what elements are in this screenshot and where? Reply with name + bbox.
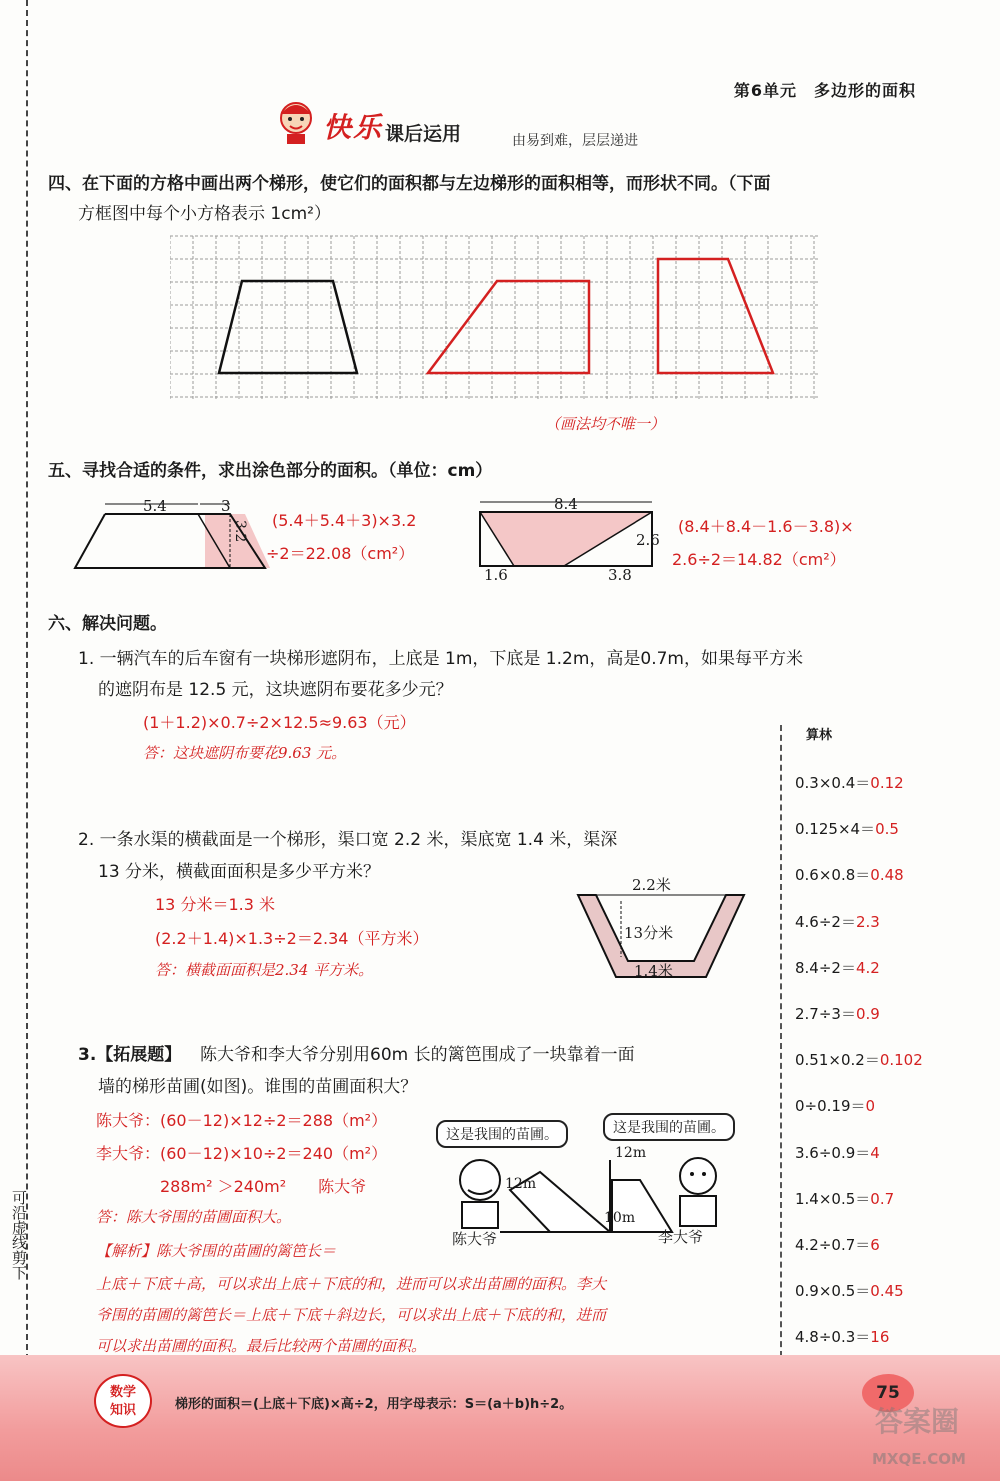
suanlin-question: 4.2÷0.7＝: [795, 1236, 871, 1254]
logo-sub-text: 课后运用: [385, 123, 462, 145]
p2-calc1: 13 分米＝1.3 米: [155, 895, 275, 914]
suanlin-title: 算林: [806, 728, 833, 743]
fig2-label-left: 1.6: [484, 566, 508, 584]
suanlin-answer: 2.3: [855, 912, 880, 931]
suanlin-row: [795, 957, 880, 978]
analysis-line2: 上底＋下底＋高，可以求出上底＋下底的和，进而可以求出苗圃的面积。李大: [96, 1275, 607, 1293]
p3-text-line2: 墙的梯形苗圃(如图)。谁围的苗圃面积大？: [98, 1077, 418, 1097]
badge-line2: 知识: [109, 1403, 136, 1418]
fig2-answer-line2: 2.6÷2＝14.82（cm²）: [672, 550, 846, 569]
footer-band: [0, 1355, 1000, 1481]
suanlin-question: 0.9×0.5＝: [795, 1282, 871, 1301]
q4-text-line1: 四、在下面的方格中画出两个梯形，使它们的面积都与左边梯形的面积相等，而形状不同。（下面: [48, 174, 771, 194]
suanlin-row: [795, 1326, 889, 1347]
suanlin-row: [795, 1234, 880, 1255]
p2-text-line1: 2. 一条水渠的横截面是一个梯形，渠口宽 2.2 米，渠底宽 1.4 米，渠深: [78, 830, 618, 850]
name-right: 李大爷: [658, 1228, 704, 1246]
canal-depth-label: 13分米: [624, 924, 674, 942]
suanlin-question: 0.51×0.2＝: [795, 1051, 880, 1070]
p1-calc: (1＋1.2)×0.7÷2×12.5≈9.63（元）: [143, 713, 416, 732]
answer-trapezoid-1: [428, 281, 589, 373]
suanlin-row: [795, 772, 904, 793]
bubble-left: 这是我围的苗圃。: [436, 1120, 568, 1148]
suanlin-question: 0÷0.19＝: [795, 1097, 866, 1116]
analysis-line4: 可以求出苗圃的面积。最后比较两个苗圃的面积。: [96, 1337, 427, 1355]
fig2-label-right: 3.8: [608, 566, 632, 584]
suanlin-question: 4.8÷0.3＝: [795, 1328, 871, 1347]
suanlin-question: 0.125×4＝: [795, 820, 876, 839]
math-knowledge-badge: [94, 1374, 152, 1428]
p3-answer: 答：陈大爷围的苗圃面积大。: [96, 1208, 292, 1226]
suanlin-row: [795, 1280, 904, 1301]
bubble-right: 这是我围的苗圃。: [603, 1113, 735, 1141]
p3-calc2: 李大爷：(60－12)×10÷2＝240（m²）: [96, 1144, 388, 1163]
suanlin-question: 0.3×0.4＝: [795, 774, 871, 792]
fig1-answer-line1: (5.4＋5.4＋3)×3.2: [272, 511, 417, 530]
p3-calc1: 陈大爷：(60－12)×12÷2＝288（m²）: [96, 1111, 388, 1130]
fig-left-slant-label: 12m: [505, 1176, 537, 1192]
fig-right-width-label: 10m: [604, 1210, 636, 1226]
suanlin-row: [795, 1003, 880, 1024]
fig1-answer-line2: ÷2＝22.08（cm²）: [266, 544, 415, 563]
suanlin-question: 1.4×0.5＝: [795, 1189, 871, 1208]
suanlin-answer: 0.102: [879, 1051, 923, 1070]
fig2-answer-line1: (8.4＋8.4－1.6－3.8)×: [678, 517, 854, 536]
analysis-line1: 【解析】陈大爷围的苗圃的篱笆长＝: [96, 1242, 337, 1260]
suanlin-answer: 0.5: [875, 820, 899, 839]
suanlin-row: [795, 911, 880, 932]
logo-tagline: 由易到难，层层递进: [512, 133, 638, 149]
fig2-label-height: 2.6: [636, 531, 660, 549]
suanlin-answer: 0.7: [870, 1189, 895, 1208]
suanlin-answer: 0: [865, 1097, 876, 1116]
p1-text-line1: 1. 一辆汽车的后车窗有一块梯形遮阴布，上底是 1m，下底是 1.2m，高是0.7m，如果每平方米: [78, 649, 803, 669]
fig1-label-height: 3.2: [232, 520, 248, 543]
kid-mascot-icon: [275, 100, 317, 146]
suanlin-answer: 0.45: [870, 1282, 904, 1301]
fig1-label-top: 5.4: [143, 497, 167, 515]
fig-right-height-label: 12m: [615, 1145, 647, 1161]
suanlin-row: [795, 1095, 875, 1116]
given-trapezoid: [219, 281, 357, 373]
suanlin-question: 3.6÷0.9＝: [795, 1143, 871, 1162]
page-number: 75: [862, 1374, 914, 1412]
p1-answer: 答：这块遮阴布要花9.63 元。: [143, 744, 347, 762]
q6-title: 六、解决问题。: [48, 614, 167, 634]
suanlin-question: 2.7÷3＝: [795, 1005, 856, 1023]
analysis-line3: 爷围的苗圃的篱笆长＝上底＋下底＋斜边长，可以求出上底＋下底的和，进而: [96, 1306, 607, 1324]
name-left: 陈大爷: [452, 1230, 498, 1248]
suanlin-question: 4.6÷2＝: [795, 912, 856, 931]
p3-tag: 3.【拓展题】: [78, 1045, 182, 1065]
q5-title: 五、寻找合适的条件，求出涂色部分的面积。（单位：cm）: [48, 461, 493, 481]
watermark-url: MXQE.COM: [872, 1450, 966, 1468]
answer-trapezoid-2: [658, 259, 773, 373]
suanlin-answer: 4.2: [855, 958, 880, 977]
p3-compare: 288m² ＞240m² 陈大爷: [160, 1177, 367, 1196]
suanlin-answer: 0.12: [870, 774, 904, 792]
q4-note: （画法均不唯一）: [545, 415, 666, 433]
suanlin-question: 0.6×0.8＝: [795, 866, 871, 885]
q4-grid-figure: [170, 232, 822, 404]
cut-dashed-line: [26, 0, 28, 1360]
suanlin-answer: 16: [870, 1328, 890, 1347]
suanlin-question: 8.4÷2＝: [795, 958, 856, 977]
p3-text-line1: 陈大爷和李大爷分别用60m 长的篱笆围成了一块靠着一面: [200, 1045, 635, 1065]
logo-main-text: 快乐: [323, 111, 384, 144]
cut-hint: 可沿虚线剪下: [10, 1190, 28, 1280]
area-formula: 梯形的面积＝(上底＋下底)×高÷2，用字母表示：S＝(a＋b)h÷2。: [175, 1397, 573, 1412]
canal-bottom-label: 1.4米: [634, 962, 673, 980]
fig2-label-top: 8.4: [554, 495, 578, 513]
badge-line1: 数学: [109, 1385, 136, 1400]
section-logo: [275, 100, 461, 146]
suanlin-answer: 0.9: [855, 1005, 880, 1023]
suanlin-row: [795, 818, 899, 839]
canal-top-label: 2.2米: [632, 876, 671, 894]
p2-calc2: (2.2＋1.4)×1.3÷2＝2.34（平方米）: [155, 929, 429, 948]
suanlin-row: [795, 1142, 880, 1163]
suanlin-answer: 4: [870, 1143, 880, 1162]
q4-text-line2: 方框图中每个小方格表示 1cm²）: [78, 204, 331, 224]
suanlin-row: [795, 1049, 923, 1070]
p1-text-line2: 的遮阴布是 12.5 元，这块遮阴布要花多少元？: [98, 680, 453, 700]
fig1-label-small: 3: [221, 497, 231, 515]
watermark-logo: 答案圈: [875, 1405, 960, 1438]
suanlin-answer: 0.48: [870, 866, 904, 885]
suanlin-answer: 6: [870, 1236, 880, 1254]
unit-title: 第6单元 多边形的面积: [733, 81, 916, 100]
suanlin-row: [795, 1188, 894, 1209]
p2-answer: 答：横截面面积是2.34 平方米。: [155, 961, 374, 979]
p2-text-line2: 13 分米，横截面面积是多少平方米？: [98, 862, 381, 882]
suanlin-row: [795, 864, 904, 885]
